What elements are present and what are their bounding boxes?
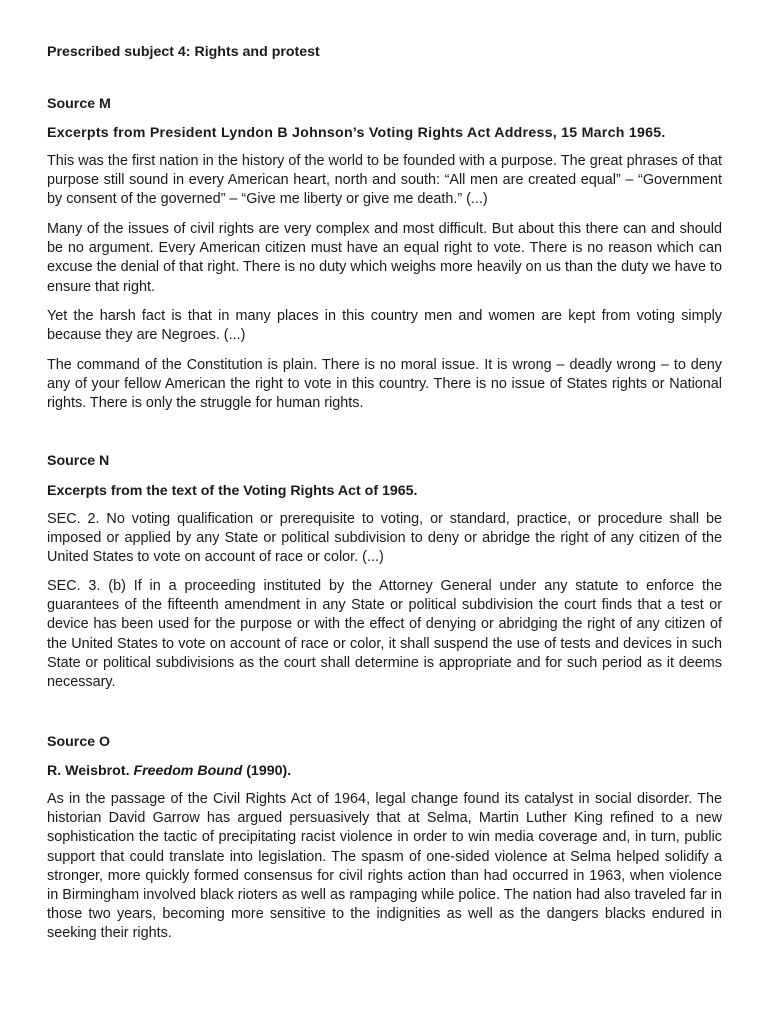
source-m-label: Source M [47,96,111,112]
subject-title: Prescribed subject 4: Rights and protest [47,44,320,60]
source-n-label: Source N [47,453,110,469]
source-o-caption-author: R. Weisbrot. [47,763,130,779]
source-n-paragraph-2: SEC. 3. (b) If in a proceeding instituted by the Attorney General under any statute to enforce the guarantees of the fifteenth amendment in any State or political subdivision the court finds that a test or device has been used for the purpose or with the effect of denying or abridging the right of any citizen of the United States to vote on account of race or color, it shall suspend the use of tests and devices in such State or political subdivisions as the court shall determine is appropriate and for such period as it deems necessary. [47,578,722,691]
source-m-caption: Excerpts from President Lyndon B Johnson’s Voting Rights Act Address, 15 March 1965. [47,125,666,141]
source-o-caption-title: Freedom Bound [133,763,243,779]
source-o-paragraph-1: As in the passage of the Civil Rights Act of 1964, legal change found its catalyst in social disorder. The historian David Garrow has argued persuasively that at Selma, Martin Luther King refined to a new sophistication the tactic of precipitating racist violence in order to win media coverage and, in turn, public support that could translate into legislation. The spasm of one-sided violence at Selma helped solidify a stronger, more quickly formed consensus for civil rights action than had occurred in 1963, when violence in Birmingham involved black rioters as well as rampaging while police. The nation had also traveled far in those two years, becoming more sensitive to the indignities as well as the dangers blacks endured in seeking their rights. [47,791,722,942]
source-o-caption [47,762,291,781]
source-m-paragraph-1: This was the first nation in the history of the world to be founded with a purpose. The great phrases of that purpose still sound in every American heart, north and south: “All men are created equal” – “Government by consent of the governed” – “Give me liberty or give me death.” (...) [47,153,722,208]
source-m-paragraph-4: The command of the Constitution is plain. There is no moral issue. It is wrong – deadly wrong – to deny any of your fellow American the right to vote in this country. There is no issue of States rights or National rights. There is only the struggle for human rights. [47,357,722,412]
source-m-paragraph-2: Many of the issues of civil rights are very complex and most difficult. But about this there can and should be no argument. Every American citizen must have an equal right to vote. There is no reason which can excuse the denial of that right. There is no duty which weighs more heavily on us than the duty we have to ensure that right. [47,221,722,295]
source-n-caption: Excerpts from the text of the Voting Rights Act of 1965. [47,483,418,499]
source-n-paragraph-1: SEC. 2. No voting qualification or prerequisite to voting, or standard, practice, or procedure shall be imposed or applied by any State or political subdivision to deny or abridge the right of any citizen of the United States to vote on account of race or color. (...) [47,511,722,566]
source-m-paragraph-3: Yet the harsh fact is that in many places in this country men and women are kept from voting simply because they are Negroes. (...) [47,308,722,344]
source-o-label: Source O [47,734,111,750]
source-o-caption-year: (1990). [246,763,292,779]
